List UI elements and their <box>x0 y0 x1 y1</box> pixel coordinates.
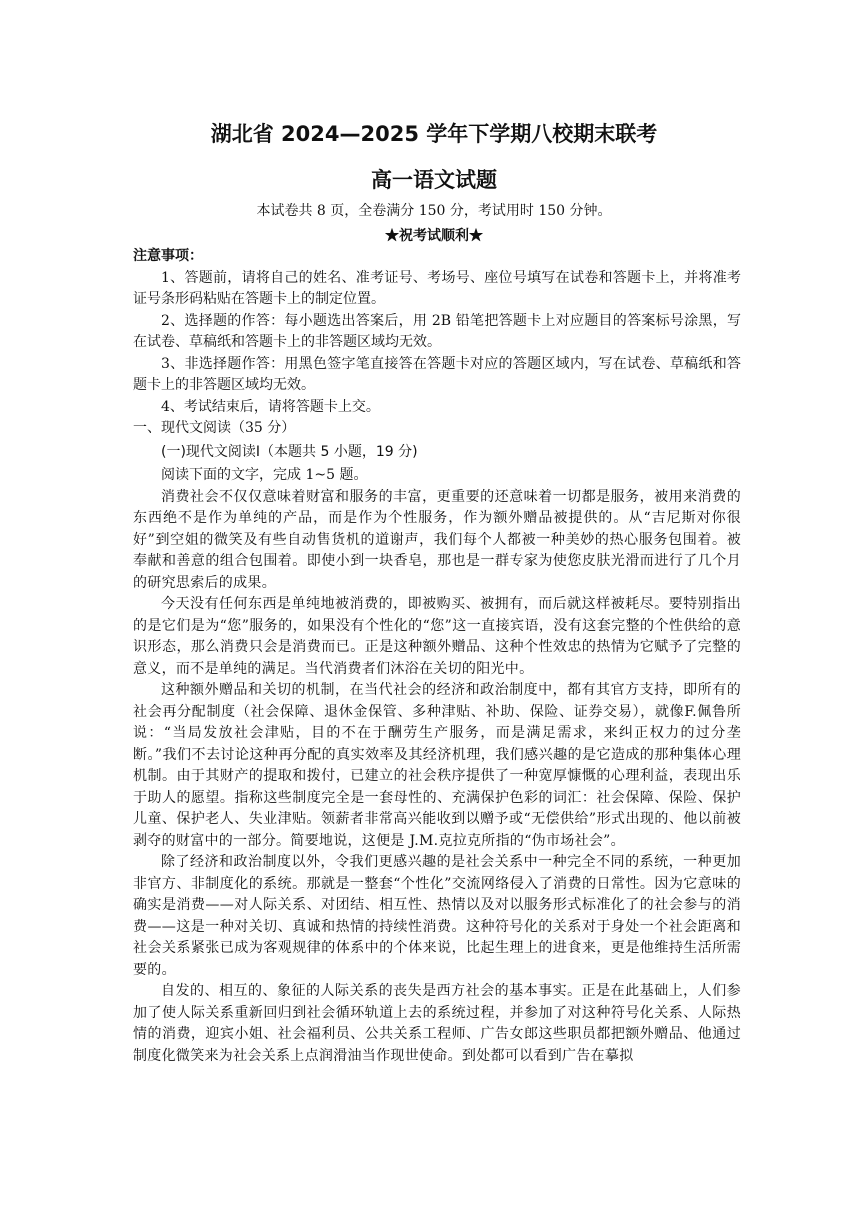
exam-subtitle: 高一语文试题 <box>371 168 497 192</box>
passage-paragraph: 今天没有任何东西是单纯地被消费的，即被购买、被拥有，而后就这样被耗尽。要特别指出的是它们是为“您”服务的，如果没有个性化的“您”这一直接宾语，没有这套完整的个性供给的意识形态，那么消费只会是消费而已。正是这种额外赠品、这种个性效忠的热情为它赋予了完整的意义，而不是单纯的满足。当代消费者们沐浴在关切的阳光中。 <box>133 596 741 677</box>
reading-instruction: 阅读下面的文字，完成 1~5 题。 <box>161 467 368 483</box>
notice-heading: 注意事项： <box>133 248 203 264</box>
notice-item: 4、考试结束后，请将答题卡上交。 <box>161 398 380 415</box>
passage-paragraph: 自发的、相互的、象征的人际关系的丧失是西方社会的基本事实。正是在此基础上，人们参加了使人际关系重新回归到社会循环轨道上去的系统过程，并参加了对这种符号化关系、人际热情的消费，迎宾小姐、社会福利员、公共关系工程师、广告女郎这些职员都把额外赠品、他通过制度化微笑来为社会关系上点润滑油当作现世使命。到处都可以看到广告在摹拟 <box>133 983 741 1064</box>
exam-info: 本试卷共 8 页，全卷满分 150 分，考试用时 150 分钟。 <box>256 203 612 219</box>
exam-title: 湖北省 2024—2025 学年下学期八校期末联考 <box>210 122 658 146</box>
notice-item: 2、选择题的作答：每小题选出答案后，用 2B 铅笔把答题卡上对应题目的答案标号涂黑，写在试卷、草稿纸和答题卡上的非答题区域均无效。 <box>133 312 741 350</box>
passage-paragraph: 这种额外赠品和关切的机制，在当代社会的经济和政治制度中，都有其官方支持，即所有的社会再分配制度（社会保障、退休金保管、多种津贴、补助、保险、证券交易），就像F.佩鲁所说：“当局发放社会津贴，目的不在于酬劳生产服务，而是满足需求，来纠正权力的过分垄断。”我们不去讨论这种再分配的真实效率及其经济机理，我们感兴趣的是它造成的那种集体心理机制。由于其财产的提取和拨付，已建立的社会秩序提供了一种宽厚慷慨的心理利益，表现出乐于助人的愿望。指称这些制度完全是一套母性的、充满保护色彩的词汇：社会保障、保险、保护儿童、保护老人、失业津贴。领薪者非常高兴能收到以赠予或“无偿供给”形式出现的、他以前被剥夺的财富中的一部分。简要地说，这便是 J.M.克拉克所指的“伪市场社会”。 <box>133 682 741 849</box>
section-heading: 一、现代文阅读（35 分） <box>133 420 296 436</box>
passage-paragraph: 除了经济和政治制度以外，令我们更感兴趣的是社会关系中一种完全不同的系统，一种更加非官方、非制度化的系统。那就是一整套“个性化”交流网络侵入了消费的日常性。因为它意味的确实是消费——对人际关系、对团结、相互性、热情以及对以服务形式标准化了的社会参与的消费——这是一种对关切、真诚和热情的持续性消费。这种符号化的关系对于身处一个社会距离和社会关系紧张已成为客观规律的体系中的个体来说，比起生理上的进食来，更是他维持生活所需要的。 <box>133 854 741 978</box>
notice-item: 1、答题前，请将自己的姓名、准考证号、考场号、座位号填写在试卷和答题卡上，并将准考证号条形码粘贴在答题卡上的制定位置。 <box>133 269 741 307</box>
exam-body <box>133 246 741 1067</box>
passage-paragraph: 消费社会不仅仅意味着财富和服务的丰富，更重要的还意味着一切都是服务，被用来消费的东西绝不是作为单纯的产品，而是作为个性服务，作为额外赠品被提供的。从“吉尼斯对你很好”到空姐的微笑及有些自动售货机的道谢声，我们每个人都被一种美妙的热心服务包围着。被奉献和善意的组合包围着。即使小到一块香皂，那也是一群专家为使您皮肤光滑而进行了几个月的研究思索后的成果。 <box>133 488 741 591</box>
section-sub-heading: (一)现代文阅读Ⅰ（本题共 5 小题，19 分) <box>161 443 418 460</box>
blessing-line: ★祝考试顺利★ <box>385 228 483 244</box>
notice-item: 3、非选择题作答：用黑色签字笔直接答在答题卡对应的答题区域内，写在试卷、草稿纸和答题卡上的非答题区域均无效。 <box>133 355 741 393</box>
